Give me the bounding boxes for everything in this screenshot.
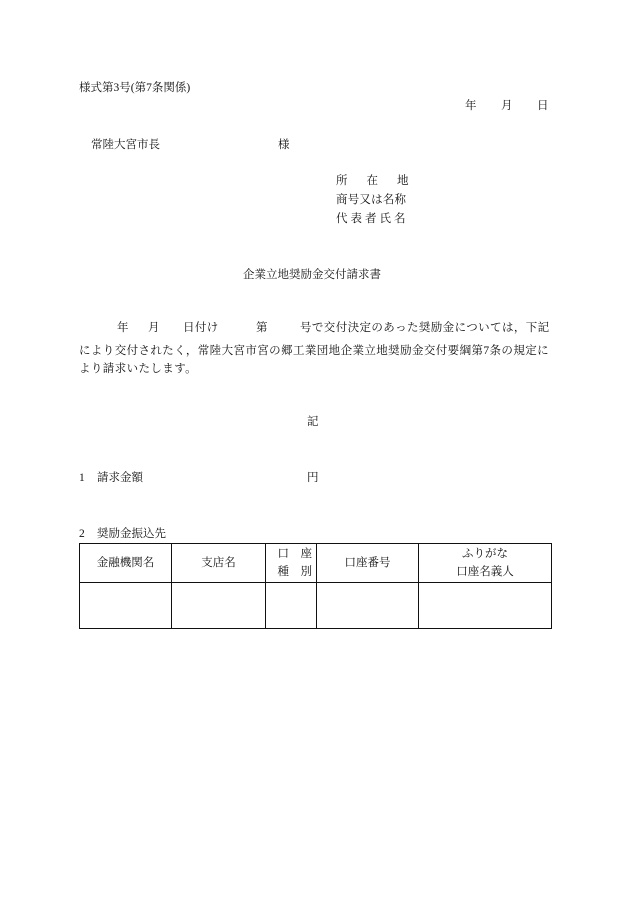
header-account-holder-name: 口座名義人 xyxy=(456,566,514,578)
cell-account-number xyxy=(317,583,419,629)
item1-label: 請求金額 xyxy=(97,472,143,484)
item2-number: 2 xyxy=(79,528,85,540)
header-account-holder-furigana: ふりがな xyxy=(462,548,508,560)
ki-heading: 記 xyxy=(307,416,319,428)
item1-number: 1 xyxy=(79,472,85,484)
applicant-representative-label: 代表者氏名 xyxy=(336,213,409,225)
body-day-label: 日付け xyxy=(183,322,219,334)
addressee-name: 常陸大宮市長 xyxy=(91,139,160,151)
bank-transfer-table xyxy=(79,543,552,629)
body-year-label: 年 xyxy=(117,322,129,334)
header-bank-name xyxy=(80,544,172,583)
table-row xyxy=(80,583,552,629)
document-title: 企業立地奨励金交付請求書 xyxy=(243,269,381,281)
body-line1-rest: 号で交付決定のあった奨励金については，下記 xyxy=(300,322,550,334)
header-account-number-label: 口座番号 xyxy=(344,557,391,569)
applicant-address-label: 所在地 xyxy=(336,175,428,187)
date-month-label: 月 xyxy=(501,100,513,112)
item1-unit: 円 xyxy=(307,472,319,484)
header-bank-name-label: 金融機関名 xyxy=(96,557,155,569)
date-day-label: 日 xyxy=(537,100,549,112)
form-number: 様式第3号(第7条関係) xyxy=(79,82,191,94)
body-month-label: 月 xyxy=(148,322,160,334)
body-line2: により交付されたく，常陸大宮市宮の郷工業団地企業立地奨励金交付要綱第7条の規定に xyxy=(79,345,550,357)
header-account-type xyxy=(266,544,324,583)
table-header-row xyxy=(80,544,552,583)
body-line3: より請求いたします。 xyxy=(79,363,198,375)
header-branch-name-label: 支店名 xyxy=(201,557,236,569)
cell-account-type xyxy=(266,583,317,629)
header-account-type-line2: 種別 xyxy=(277,566,324,578)
body-number-prefix: 第 xyxy=(256,322,268,334)
cell-branch-name xyxy=(172,583,266,629)
header-account-type-line1: 口座 xyxy=(277,548,324,560)
date-year-label: 年 xyxy=(465,100,477,112)
addressee-honorific: 様 xyxy=(278,139,290,151)
applicant-company-label: 商号又は名称 xyxy=(336,194,407,206)
item2-label: 奨励金振込先 xyxy=(97,528,166,540)
header-account-holder xyxy=(419,544,552,583)
header-account-number xyxy=(317,544,419,583)
cell-account-holder xyxy=(419,583,552,629)
header-branch-name xyxy=(172,544,266,583)
cell-bank-name xyxy=(80,583,172,629)
